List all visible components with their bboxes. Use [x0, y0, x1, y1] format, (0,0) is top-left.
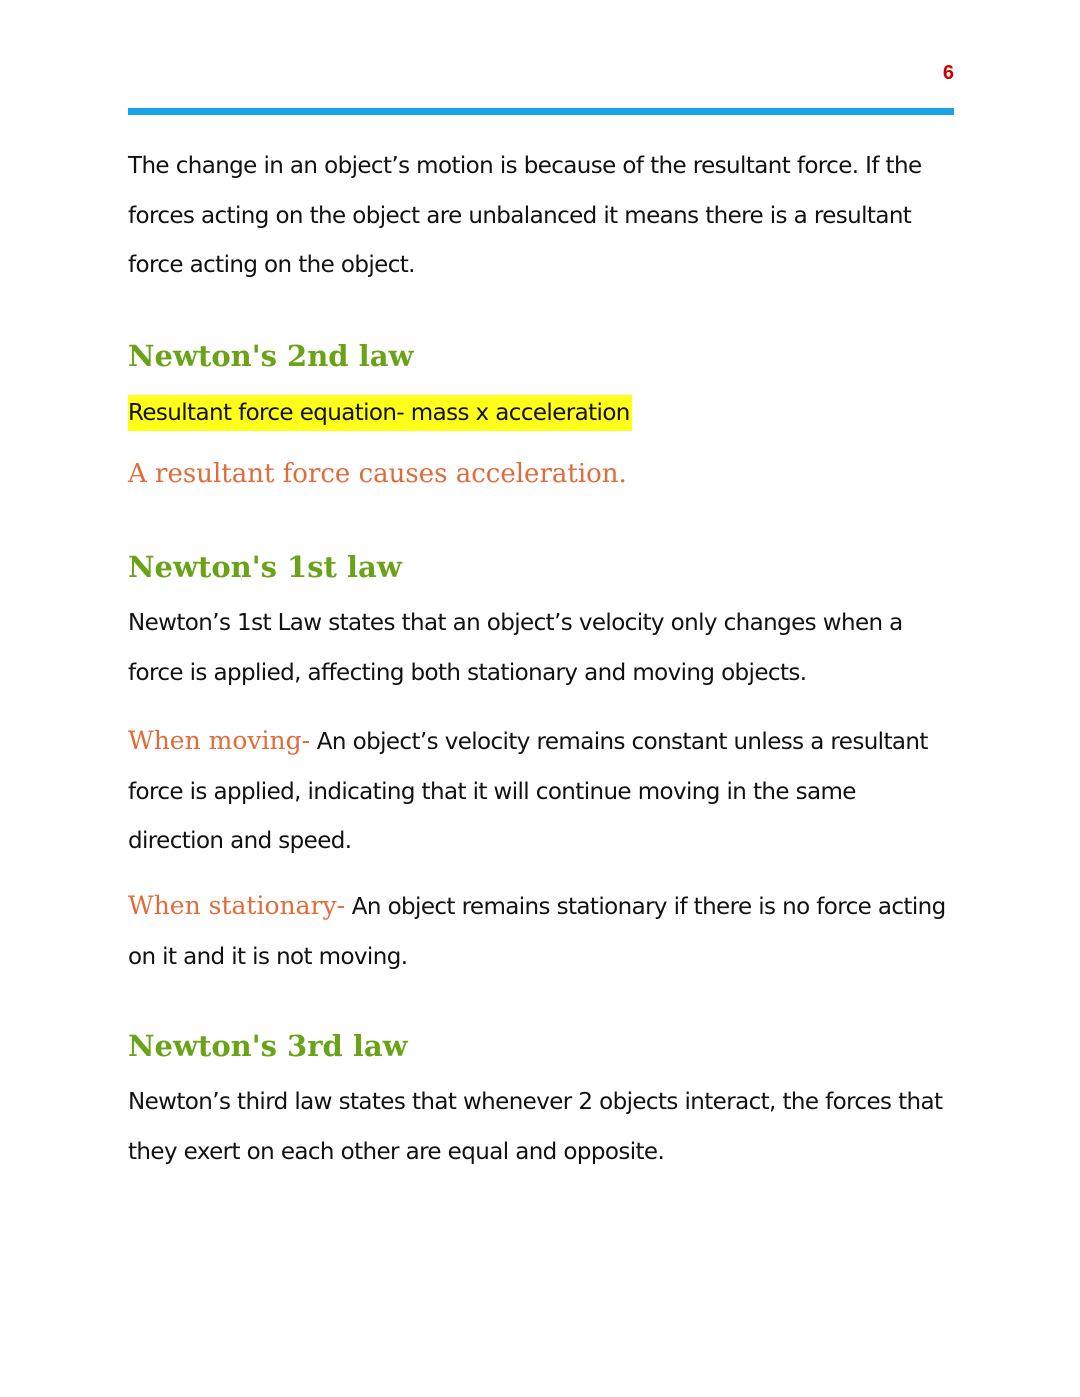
moving-paragraph	[128, 716, 948, 867]
intro-paragraph: The change in an object’s motion is because of the resultant force. If the forces acting on the object are unbalanced it means there is a resultant force acting on the object.	[128, 153, 922, 278]
stationary-paragraph	[128, 881, 948, 982]
page-number: 6	[942, 62, 954, 84]
first-law-statement: Newton’s 1st Law states that an object’s velocity only changes when a force is applied, affecting both stationary and moving objects.	[128, 610, 903, 686]
heading-first-law: Newton's 1st law	[128, 550, 402, 584]
heading-second-law: Newton's 2nd law	[128, 339, 414, 373]
stationary-label: When stationary-	[128, 891, 346, 920]
third-law-statement: Newton’s third law states that whenever 2 objects interact, the forces that they exert on each other are equal and opposite.	[128, 1089, 943, 1165]
moving-label: When moving-	[128, 726, 311, 755]
stationary-text: An object remains stationary if there is no force acting on it and it is not moving.	[128, 894, 946, 970]
equation-highlight: Resultant force equation- mass x acceleration	[128, 395, 632, 431]
equation-line	[128, 395, 632, 431]
moving-text: An object’s velocity remains constant unless a resultant force is applied, indicating that it will continue moving in the same direction and speed.	[128, 729, 928, 854]
heading-third-law: Newton's 3rd law	[128, 1029, 408, 1063]
header-rule	[128, 108, 954, 115]
second-law-note: A resultant force causes acceleration.	[128, 459, 627, 489]
